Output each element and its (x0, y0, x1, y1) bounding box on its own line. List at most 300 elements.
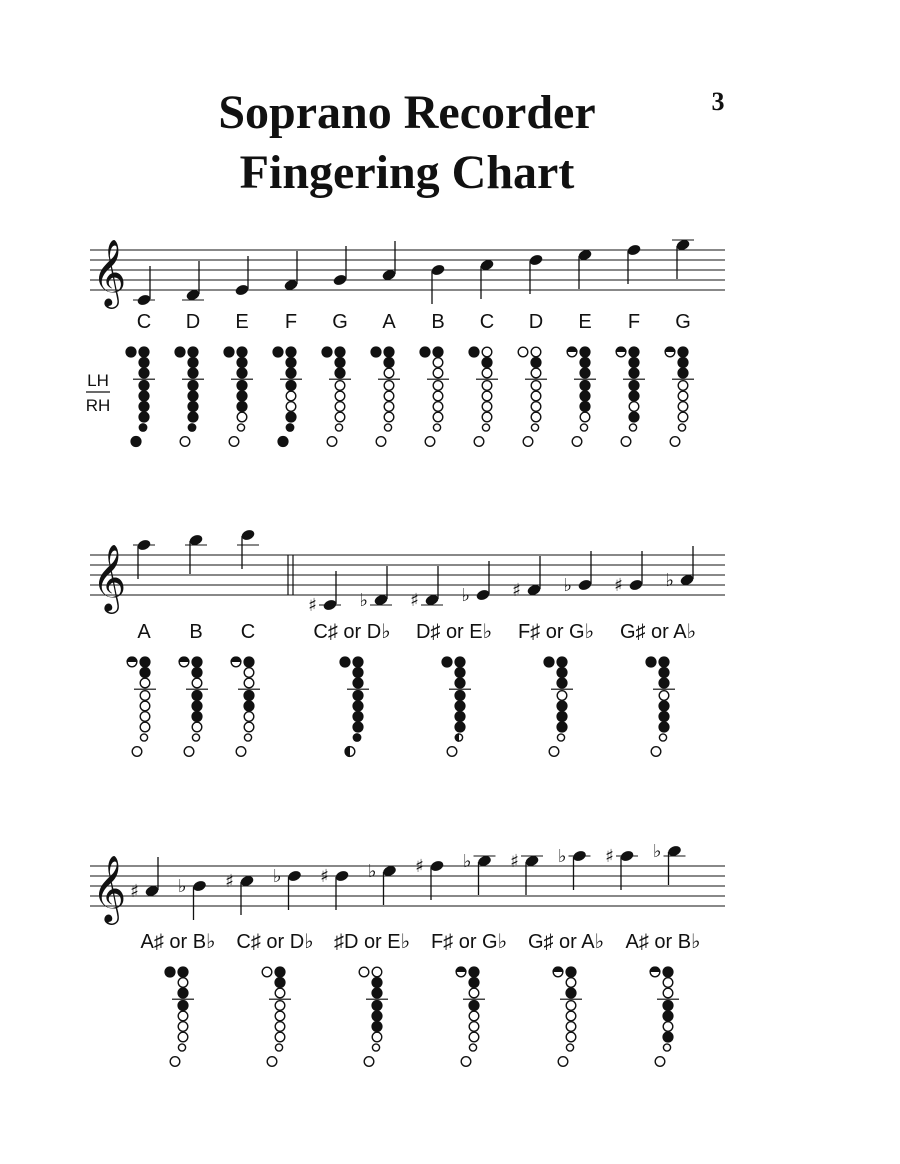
finger-hole-1 (662, 966, 673, 977)
finger-hole-1 (274, 966, 285, 977)
thumb-hole (339, 656, 350, 667)
finger-hole-1 (454, 656, 465, 667)
finger-hole-1 (139, 656, 150, 667)
accidental-label: C♯ or D♭ (313, 621, 391, 643)
finger-hole-4 (191, 690, 202, 701)
double-hole-a (663, 1044, 670, 1051)
finger-hole-6 (244, 712, 254, 722)
finger-hole-6 (556, 711, 567, 722)
finger-hole-2 (579, 357, 590, 368)
thumb-hole (370, 346, 381, 357)
accidental-label: G♯ or A♭ (527, 931, 605, 953)
finger-hole-3 (433, 368, 443, 378)
finger-hole-7 (658, 721, 669, 732)
thumb-hole (125, 346, 136, 357)
finger-hole-6 (187, 401, 198, 412)
finger-hole-4 (433, 381, 443, 391)
finger-hole-1 (468, 966, 479, 977)
finger-hole-6 (384, 402, 394, 412)
flat-icon: ♭ (558, 846, 567, 867)
finger-hole-4 (659, 691, 669, 701)
finger-hole-6 (371, 1021, 382, 1032)
treble-clef-icon: 𝄞 (92, 238, 127, 306)
double-hole-b (425, 437, 435, 447)
accidental-label: C♯ or D♭ (236, 931, 314, 953)
finger-hole-1 (236, 346, 247, 357)
finger-hole-3 (140, 678, 150, 688)
finger-hole-2 (433, 358, 443, 368)
finger-hole-7 (678, 412, 688, 422)
finger-hole-7 (454, 721, 465, 732)
double-hole-b (376, 437, 386, 447)
double-hole-a (659, 734, 666, 741)
finger-hole-7 (140, 722, 150, 732)
finger-hole-3 (177, 987, 188, 998)
double-hole-a (482, 424, 489, 431)
finger-hole-2 (663, 978, 673, 988)
finger-hole-5 (556, 700, 567, 711)
treble-clef-icon: 𝄞 (92, 854, 127, 922)
double-hole-a (188, 423, 197, 432)
accidental-label: A♯ or B♭ (625, 931, 701, 953)
thumb-hole (468, 346, 479, 357)
finger-hole-4 (662, 1000, 673, 1011)
finger-hole-3 (192, 678, 202, 688)
finger-hole-5 (286, 391, 296, 401)
finger-hole-3 (275, 988, 285, 998)
double-hole-b (132, 747, 142, 757)
finger-hole-6 (678, 402, 688, 412)
accidental-label: D♯ or E♭ (415, 621, 493, 643)
thumb-hole (518, 347, 528, 357)
finger-hole-1 (677, 346, 688, 357)
note-label: G (675, 311, 691, 333)
finger-hole-4 (371, 1000, 382, 1011)
double-hole-b (364, 1057, 374, 1067)
finger-hole-3 (565, 987, 576, 998)
finger-hole-6 (140, 712, 150, 722)
finger-hole-5 (662, 1010, 673, 1021)
note-label: A (137, 621, 151, 643)
finger-hole-2 (334, 357, 345, 368)
finger-hole-7 (628, 411, 639, 422)
sharp-icon: ♯ (614, 575, 623, 596)
thumb-hole (419, 346, 430, 357)
thumb-hole-half (178, 656, 189, 662)
note-label: A (382, 311, 396, 333)
accidental-label: A♯ or B♭ (140, 931, 216, 953)
double-hole-a (244, 734, 251, 741)
double-hole-a (433, 424, 440, 431)
music-systems (86, 238, 725, 1066)
finger-hole-3 (352, 677, 363, 688)
thumb-hole (164, 966, 175, 977)
finger-hole-4 (557, 691, 567, 701)
thumb-hole (321, 346, 332, 357)
sharp-icon: ♯ (320, 866, 329, 887)
double-hole-b (130, 436, 141, 447)
finger-hole-4 (335, 381, 345, 391)
double-hole-b (277, 436, 288, 447)
accidental-label: F♯ or G♭ (430, 931, 508, 953)
finger-hole-3 (658, 677, 669, 688)
finger-hole-4 (566, 1001, 576, 1011)
right-hand-label: RH (85, 396, 111, 415)
note-label: E (578, 311, 592, 333)
double-hole-a (335, 424, 342, 431)
finger-hole-2 (236, 357, 247, 368)
finger-hole-2 (371, 977, 382, 988)
finger-hole-6 (531, 402, 541, 412)
thumb-hole (441, 656, 452, 667)
finger-hole-2 (628, 357, 639, 368)
finger-hole-2 (530, 357, 541, 368)
finger-hole-5 (178, 1011, 188, 1021)
finger-hole-4 (275, 1001, 285, 1011)
double-hole-b (180, 437, 190, 447)
double-hole-b (670, 437, 680, 447)
double-hole-a (557, 734, 564, 741)
finger-hole-6 (191, 711, 202, 722)
finger-hole-4 (482, 381, 492, 391)
finger-hole-3 (236, 367, 247, 378)
finger-hole-4 (384, 381, 394, 391)
finger-hole-5 (482, 391, 492, 401)
finger-hole-3 (628, 367, 639, 378)
finger-hole-3 (531, 368, 541, 378)
page-title-line-2: Fingering Chart (239, 146, 575, 199)
finger-hole-6 (236, 401, 247, 412)
sharp-icon: ♯ (130, 881, 139, 902)
flat-icon: ♭ (461, 585, 470, 606)
finger-hole-7 (580, 412, 590, 422)
double-hole-a (678, 424, 685, 431)
finger-hole-2 (285, 357, 296, 368)
finger-hole-7 (352, 721, 363, 732)
finger-hole-3 (579, 367, 590, 378)
finger-hole-5 (371, 1010, 382, 1021)
note-label: F (627, 311, 641, 333)
finger-hole-7 (178, 1032, 188, 1042)
finger-hole-2 (468, 977, 479, 988)
finger-hole-7 (275, 1032, 285, 1042)
double-hole-a (629, 424, 636, 431)
finger-hole-5 (275, 1011, 285, 1021)
thumb-hole (262, 967, 272, 977)
finger-hole-4 (454, 690, 465, 701)
thumb-hole (645, 656, 656, 667)
finger-hole-2 (454, 667, 465, 678)
finger-hole-3 (556, 677, 567, 688)
double-hole-a-half (455, 733, 459, 742)
double-hole-b (327, 437, 337, 447)
finger-hole-5 (658, 700, 669, 711)
double-hole-b (267, 1057, 277, 1067)
thumb-hole (174, 346, 185, 357)
finger-hole-5 (187, 390, 198, 401)
finger-hole-1 (138, 346, 149, 357)
sharp-icon: ♯ (415, 856, 424, 877)
finger-hole-2 (352, 667, 363, 678)
double-hole-b (236, 747, 246, 757)
note-label: D (185, 311, 201, 333)
finger-hole-2 (556, 667, 567, 678)
double-hole-a (580, 424, 587, 431)
finger-hole-7 (384, 412, 394, 422)
finger-hole-2 (658, 667, 669, 678)
finger-hole-1 (187, 346, 198, 357)
finger-hole-3 (285, 367, 296, 378)
treble-clef-icon: 𝄞 (92, 543, 127, 611)
double-hole-a (140, 734, 147, 741)
note-label: E (235, 311, 249, 333)
finger-hole-3 (371, 987, 382, 998)
finger-hole-5 (384, 391, 394, 401)
finger-hole-7 (335, 412, 345, 422)
sharp-icon: ♯ (225, 871, 234, 892)
thumb-hole-half (615, 346, 626, 352)
double-hole-b (655, 1057, 665, 1067)
finger-hole-7 (469, 1032, 479, 1042)
double-hole-b (558, 1057, 568, 1067)
note-label: F (284, 311, 298, 333)
double-hole-b (184, 747, 194, 757)
thumb-hole-half (230, 656, 241, 662)
finger-hole-4 (236, 380, 247, 391)
finger-hole-1 (191, 656, 202, 667)
finger-hole-5 (243, 700, 254, 711)
double-hole-b (523, 437, 533, 447)
finger-hole-4 (140, 691, 150, 701)
finger-hole-1 (579, 346, 590, 357)
finger-hole-3 (384, 368, 394, 378)
sharp-icon: ♯ (410, 590, 419, 611)
flat-icon: ♭ (178, 876, 187, 897)
thumb-hole-half (566, 346, 577, 352)
finger-hole-7 (566, 1032, 576, 1042)
finger-hole-1 (565, 966, 576, 977)
finger-hole-7 (237, 412, 247, 422)
finger-hole-7 (192, 722, 202, 732)
finger-hole-4 (187, 380, 198, 391)
finger-hole-6 (566, 1022, 576, 1032)
finger-hole-5 (531, 391, 541, 401)
double-hole-b (229, 437, 239, 447)
finger-hole-4 (468, 1000, 479, 1011)
note-label: B (431, 311, 445, 333)
double-hole-a (275, 1044, 282, 1051)
double-hole-b-half (344, 746, 350, 757)
accidental-label: ♯D or E♭ (333, 931, 411, 953)
finger-hole-7 (482, 412, 492, 422)
finger-hole-5 (140, 701, 150, 711)
finger-hole-7 (531, 412, 541, 422)
finger-hole-4 (531, 381, 541, 391)
finger-hole-3 (482, 368, 492, 378)
finger-hole-1 (531, 347, 541, 357)
finger-hole-7 (138, 411, 149, 422)
finger-hole-6 (629, 402, 639, 412)
double-hole-b (447, 747, 457, 757)
finger-hole-5 (628, 390, 639, 401)
sharp-icon: ♯ (605, 846, 614, 867)
finger-hole-7 (285, 411, 296, 422)
flat-icon: ♭ (359, 590, 368, 611)
finger-hole-6 (275, 1022, 285, 1032)
thumb-hole (359, 967, 369, 977)
note-label: C (240, 621, 256, 643)
double-hole-a (192, 734, 199, 741)
finger-hole-5 (566, 1011, 576, 1021)
finger-hole-6 (482, 402, 492, 412)
finger-hole-3 (244, 678, 254, 688)
note-label: C (136, 311, 152, 333)
note-label: C (479, 311, 495, 333)
finger-hole-4 (243, 690, 254, 701)
double-hole-b (549, 747, 559, 757)
thumb-hole-half (649, 966, 660, 972)
finger-hole-4 (352, 690, 363, 701)
thumb-hole-half (664, 346, 675, 352)
double-hole-a (566, 1044, 573, 1051)
finger-hole-4 (177, 1000, 188, 1011)
finger-hole-2 (566, 978, 576, 988)
finger-hole-6 (579, 401, 590, 412)
finger-hole-6 (138, 401, 149, 412)
finger-hole-7 (372, 1032, 382, 1042)
finger-hole-2 (191, 667, 202, 678)
finger-hole-2 (138, 357, 149, 368)
finger-hole-6 (433, 402, 443, 412)
finger-hole-4 (628, 380, 639, 391)
sharp-icon: ♯ (308, 595, 317, 616)
thumb-hole-half (126, 656, 137, 662)
finger-hole-2 (481, 357, 492, 368)
finger-hole-3 (138, 367, 149, 378)
finger-hole-1 (432, 346, 443, 357)
finger-hole-7 (556, 721, 567, 732)
flat-icon: ♭ (273, 866, 282, 887)
double-hole-a (353, 733, 362, 742)
finger-hole-6 (352, 711, 363, 722)
finger-hole-5 (352, 700, 363, 711)
double-hole-b (572, 437, 582, 447)
double-hole-b (170, 1057, 180, 1067)
finger-hole-2 (139, 667, 150, 678)
finger-hole-5 (678, 391, 688, 401)
sharp-icon: ♯ (510, 851, 519, 872)
finger-hole-5 (469, 1011, 479, 1021)
finger-hole-5 (191, 700, 202, 711)
double-hole-b (621, 437, 631, 447)
finger-hole-6 (335, 402, 345, 412)
sharp-icon: ♯ (512, 580, 521, 601)
finger-hole-1 (628, 346, 639, 357)
finger-hole-6 (286, 402, 296, 412)
thumb-hole (272, 346, 283, 357)
finger-hole-7 (244, 722, 254, 732)
finger-hole-6 (663, 1022, 673, 1032)
finger-hole-1 (177, 966, 188, 977)
finger-hole-2 (244, 668, 254, 678)
finger-hole-3 (187, 367, 198, 378)
finger-hole-3 (334, 367, 345, 378)
finger-hole-1 (556, 656, 567, 667)
double-hole-b (474, 437, 484, 447)
double-hole-a (469, 1044, 476, 1051)
double-hole-a (384, 424, 391, 431)
double-hole-a (139, 423, 148, 432)
page-title-line-1: Soprano Recorder (218, 86, 596, 139)
double-hole-a (372, 1044, 379, 1051)
double-hole-a (286, 423, 295, 432)
thumb-hole (543, 656, 554, 667)
finger-hole-5 (335, 391, 345, 401)
finger-hole-5 (454, 700, 465, 711)
page-number: 3 (711, 87, 725, 116)
finger-hole-4 (579, 380, 590, 391)
finger-hole-4 (678, 381, 688, 391)
finger-hole-7 (433, 412, 443, 422)
double-hole-a (237, 424, 244, 431)
flat-icon: ♭ (368, 861, 377, 882)
finger-hole-2 (383, 357, 394, 368)
finger-hole-1 (285, 346, 296, 357)
finger-hole-1 (482, 347, 492, 357)
finger-hole-5 (433, 391, 443, 401)
left-hand-label: LH (87, 371, 109, 390)
double-hole-b (461, 1057, 471, 1067)
finger-hole-5 (138, 390, 149, 401)
finger-hole-1 (383, 346, 394, 357)
finger-hole-1 (352, 656, 363, 667)
flat-icon: ♭ (463, 851, 472, 872)
finger-hole-3 (454, 677, 465, 688)
finger-hole-7 (187, 411, 198, 422)
finger-hole-2 (274, 977, 285, 988)
finger-hole-6 (178, 1022, 188, 1032)
finger-hole-5 (236, 390, 247, 401)
finger-hole-1 (658, 656, 669, 667)
accidental-label: G♯ or A♭ (619, 621, 697, 643)
finger-hole-7 (662, 1031, 673, 1042)
finger-hole-2 (187, 357, 198, 368)
finger-hole-5 (579, 390, 590, 401)
thumb-hole (223, 346, 234, 357)
double-hole-a (178, 1044, 185, 1051)
finger-hole-1 (334, 346, 345, 357)
double-hole-a (531, 424, 538, 431)
finger-hole-6 (454, 711, 465, 722)
finger-hole-4 (138, 380, 149, 391)
thumb-hole-half (455, 966, 466, 972)
note-label: G (332, 311, 348, 333)
flat-icon: ♭ (665, 570, 674, 591)
finger-hole-1 (243, 656, 254, 667)
finger-hole-3 (663, 988, 673, 998)
double-hole-b (651, 747, 661, 757)
thumb-hole-half (552, 966, 563, 972)
finger-hole-3 (469, 988, 479, 998)
finger-hole-6 (469, 1022, 479, 1032)
finger-hole-2 (677, 357, 688, 368)
flat-icon: ♭ (653, 841, 662, 862)
finger-hole-3 (677, 367, 688, 378)
finger-hole-1 (372, 967, 382, 977)
finger-hole-2 (178, 978, 188, 988)
accidental-label: F♯ or G♭ (517, 621, 595, 643)
flat-icon: ♭ (563, 575, 572, 596)
